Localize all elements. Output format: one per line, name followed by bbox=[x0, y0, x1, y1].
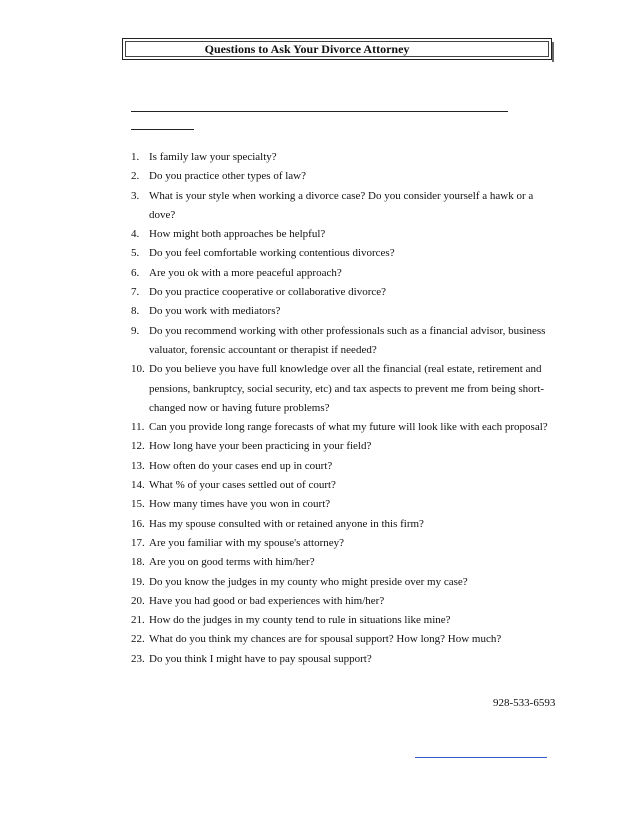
question-text: How often do your cases end up in court? bbox=[149, 459, 333, 472]
question-number: 8. bbox=[131, 305, 140, 318]
question-item bbox=[131, 495, 561, 514]
question-text: Are you ok with a more peaceful approach? bbox=[149, 266, 342, 279]
question-item bbox=[131, 457, 561, 476]
question-text: Are you familiar with my spouse's attorney? bbox=[149, 536, 345, 549]
question-item bbox=[131, 148, 561, 167]
question-item bbox=[131, 630, 561, 649]
question-number: 19. bbox=[131, 575, 145, 588]
question-number: 13. bbox=[131, 459, 145, 472]
question-text: Has my spouse consulted with or retained anyone in this firm? bbox=[149, 517, 424, 530]
question-text: Do you recommend working with other professionals such as a financial advisor, business valuator, forensic accountant or therapist if needed? bbox=[149, 324, 546, 356]
question-text: How do the judges in my county tend to rule in situations like mine? bbox=[149, 614, 451, 627]
question-item bbox=[131, 225, 561, 244]
question-text: How might both approaches be helpful? bbox=[149, 228, 326, 241]
question-text: What do you think my chances are for spousal support? How long? How much? bbox=[149, 633, 502, 646]
question-number: 6. bbox=[131, 266, 140, 279]
question-item bbox=[131, 322, 561, 361]
question-item bbox=[131, 650, 561, 669]
question-item bbox=[131, 553, 561, 572]
question-text: Is family law your specialty? bbox=[149, 151, 277, 163]
question-item bbox=[131, 437, 561, 456]
question-number: 15. bbox=[131, 498, 145, 511]
question-item bbox=[131, 244, 561, 263]
question-item bbox=[131, 515, 561, 534]
question-item bbox=[131, 360, 561, 418]
link-underline[interactable] bbox=[415, 757, 547, 758]
question-item bbox=[131, 283, 561, 302]
blank-line-2 bbox=[131, 129, 194, 130]
question-number: 12. bbox=[131, 440, 145, 453]
question-number: 1. bbox=[131, 151, 140, 163]
question-item bbox=[131, 187, 561, 226]
page-title: Questions to Ask Your Divorce Attorney bbox=[204, 41, 410, 56]
question-number: 5. bbox=[131, 247, 140, 260]
question-number: 17. bbox=[131, 536, 145, 549]
question-number: 16. bbox=[131, 517, 145, 530]
question-text: Do you feel comfortable working contentious divorces? bbox=[149, 247, 395, 260]
question-text: Do you practice cooperative or collaborative divorce? bbox=[149, 286, 386, 299]
question-number: 20. bbox=[131, 594, 145, 607]
phone-number: 928-533-6593 bbox=[493, 697, 556, 709]
question-number: 10. bbox=[131, 363, 145, 376]
question-number: 7. bbox=[131, 286, 140, 299]
question-number: 2. bbox=[131, 170, 140, 183]
question-item bbox=[131, 476, 561, 495]
question-text: What is your style when working a divorce case? Do you consider yourself a hawk or a dove? bbox=[149, 189, 534, 221]
question-text: Do you practice other types of law? bbox=[149, 170, 306, 183]
question-number: 14. bbox=[131, 479, 145, 492]
question-item bbox=[131, 611, 561, 630]
question-text: Do you think I might have to pay spousal support? bbox=[149, 652, 372, 665]
question-item bbox=[131, 167, 561, 186]
question-text: Do you know the judges in my county who might preside over my case? bbox=[149, 575, 468, 588]
question-text: Do you believe you have full knowledge over all the financial (real estate, retirement and pensions, bankruptcy, social security, etc) and tax aspects to prevent me from being short-changed now or having future problems? bbox=[149, 363, 545, 414]
question-text: Do you work with mediators? bbox=[149, 305, 281, 318]
question-number: 18. bbox=[131, 556, 145, 569]
question-text: Are you on good terms with him/her? bbox=[149, 556, 315, 569]
question-number: 3. bbox=[131, 189, 140, 202]
question-number: 22. bbox=[131, 633, 145, 646]
blank-line-1 bbox=[131, 111, 508, 112]
question-text: Can you provide long range forecasts of what my future will look like with each proposal? bbox=[149, 421, 548, 434]
question-text: How many times have you won in court? bbox=[149, 498, 331, 511]
question-text: How long have your been practicing in your field? bbox=[149, 440, 372, 453]
title-box bbox=[122, 38, 552, 60]
question-number: 11. bbox=[131, 421, 145, 434]
question-number: 23. bbox=[131, 652, 145, 665]
question-item bbox=[131, 418, 561, 437]
question-number: 21. bbox=[131, 614, 145, 627]
question-list bbox=[131, 148, 561, 669]
question-number: 4. bbox=[131, 228, 140, 241]
question-text: What % of your cases settled out of court? bbox=[149, 479, 336, 492]
question-item bbox=[131, 302, 561, 321]
question-item bbox=[131, 573, 561, 592]
question-text: Have you had good or bad experiences with him/her? bbox=[149, 594, 385, 607]
question-item bbox=[131, 534, 561, 553]
question-number: 9. bbox=[131, 324, 140, 337]
question-item bbox=[131, 264, 561, 283]
question-item bbox=[131, 592, 561, 611]
